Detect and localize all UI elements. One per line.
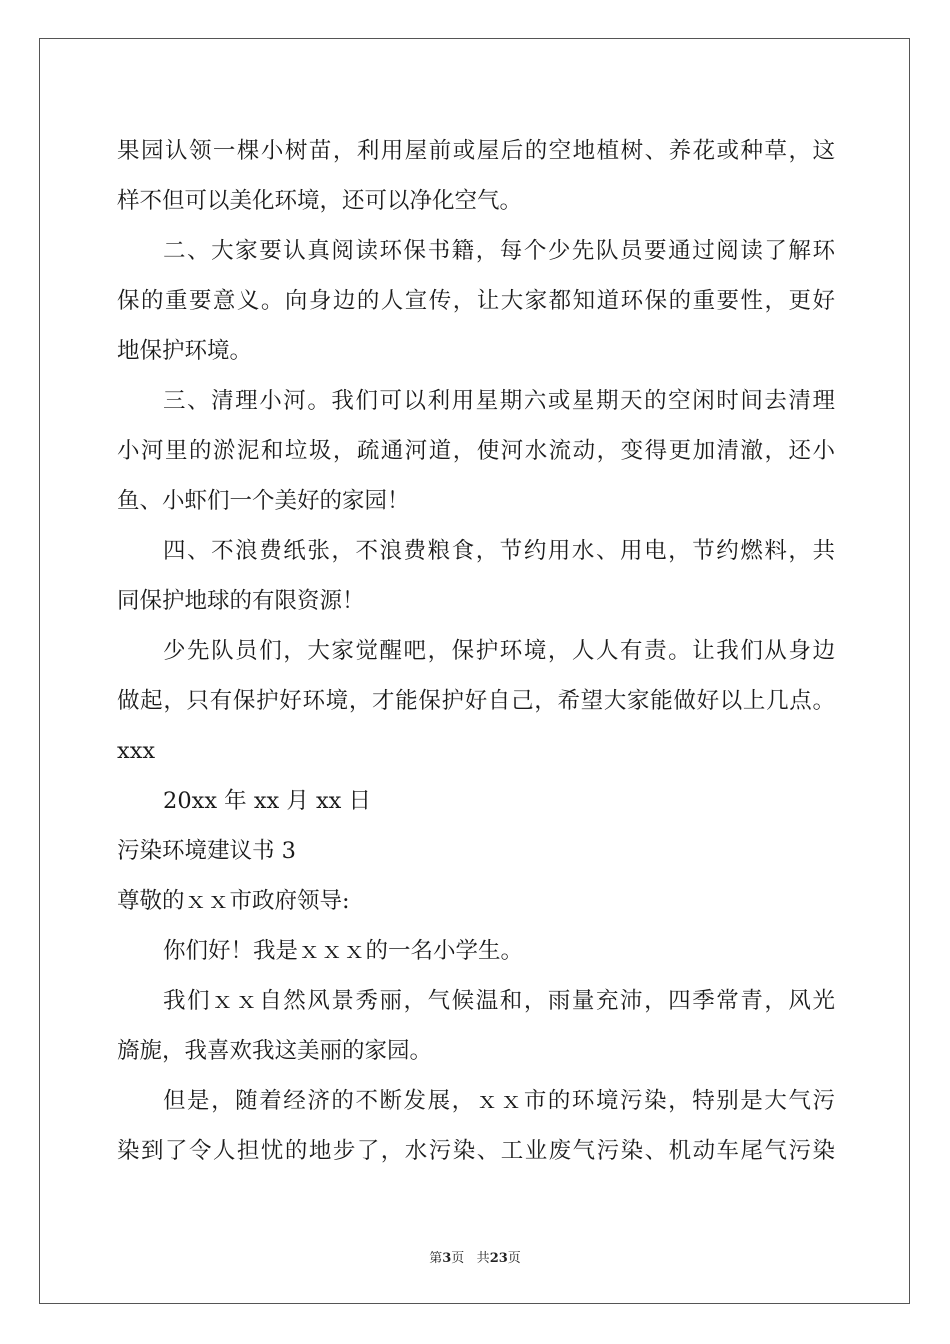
text-line-3: 二、大家要认真阅读环保书籍，每个少先队员要通过阅读了解环 <box>163 238 835 264</box>
greeting-line: 你们好！我是ｘｘｘ的一名小学生。 <box>163 938 524 964</box>
text-line-1: 果园认领一棵小树苗，利用屋前或屋后的空地植树、养花或种草，这 <box>117 138 835 164</box>
document-body <box>117 126 835 1176</box>
text-line-12: 做起，只有保护好环境，才能保护好自己，希望大家能做好以上几点。 <box>117 688 835 714</box>
total-pages: 23 <box>489 1251 508 1266</box>
page-label-prefix: 第 <box>429 1251 443 1266</box>
total-label-prefix: 共 <box>476 1251 490 1266</box>
text-line-19: 旖旎，我喜欢我这美丽的家园。 <box>117 1038 433 1064</box>
page-number: 3 <box>442 1251 452 1266</box>
section-title: 污染环境建议书 3 <box>117 838 296 864</box>
text-line-5: 地保护环境。 <box>117 338 253 364</box>
page-footer <box>0 1247 950 1266</box>
text-line-2: 样不但可以美化环境，还可以净化空气。 <box>117 188 523 214</box>
signature-date: 20xx 年 xx 月 xx 日 <box>163 788 372 814</box>
page-label-suffix: 页 <box>451 1251 465 1266</box>
total-label-suffix: 页 <box>507 1251 521 1266</box>
text-line-18: 我们ｘｘ自然风景秀丽，气候温和，雨量充沛，四季常青，风光 <box>163 988 835 1014</box>
text-line-8: 鱼、小虾们一个美好的家园！ <box>117 488 410 514</box>
text-line-7: 小河里的淤泥和垃圾，疏通河道，使河水流动，变得更加清澈，还小 <box>117 438 835 464</box>
text-line-20: 但是，随着经济的不断发展，ｘｘ市的环境污染，特别是大气污 <box>163 1088 835 1114</box>
salutation: 尊敬的ｘｘ市政府领导: <box>117 888 350 914</box>
text-line-21: 染到了令人担忧的地步了，水污染、工业废气污染、机动车尾气污染 <box>117 1138 835 1164</box>
text-line-9: 四、不浪费纸张，不浪费粮食，节约用水、用电，节约燃料，共 <box>163 538 835 564</box>
text-line-6: 三、清理小河。我们可以利用星期六或星期天的空闲时间去清理 <box>163 388 835 414</box>
text-line-10: 同保护地球的有限资源！ <box>117 588 365 614</box>
text-line-11: 少先队员们，大家觉醒吧，保护环境，人人有责。让我们从身边 <box>163 638 835 664</box>
signature-name: xxx <box>117 738 156 764</box>
text-line-4: 保的重要意义。向身边的人宣传，让大家都知道环保的重要性，更好 <box>117 288 835 314</box>
